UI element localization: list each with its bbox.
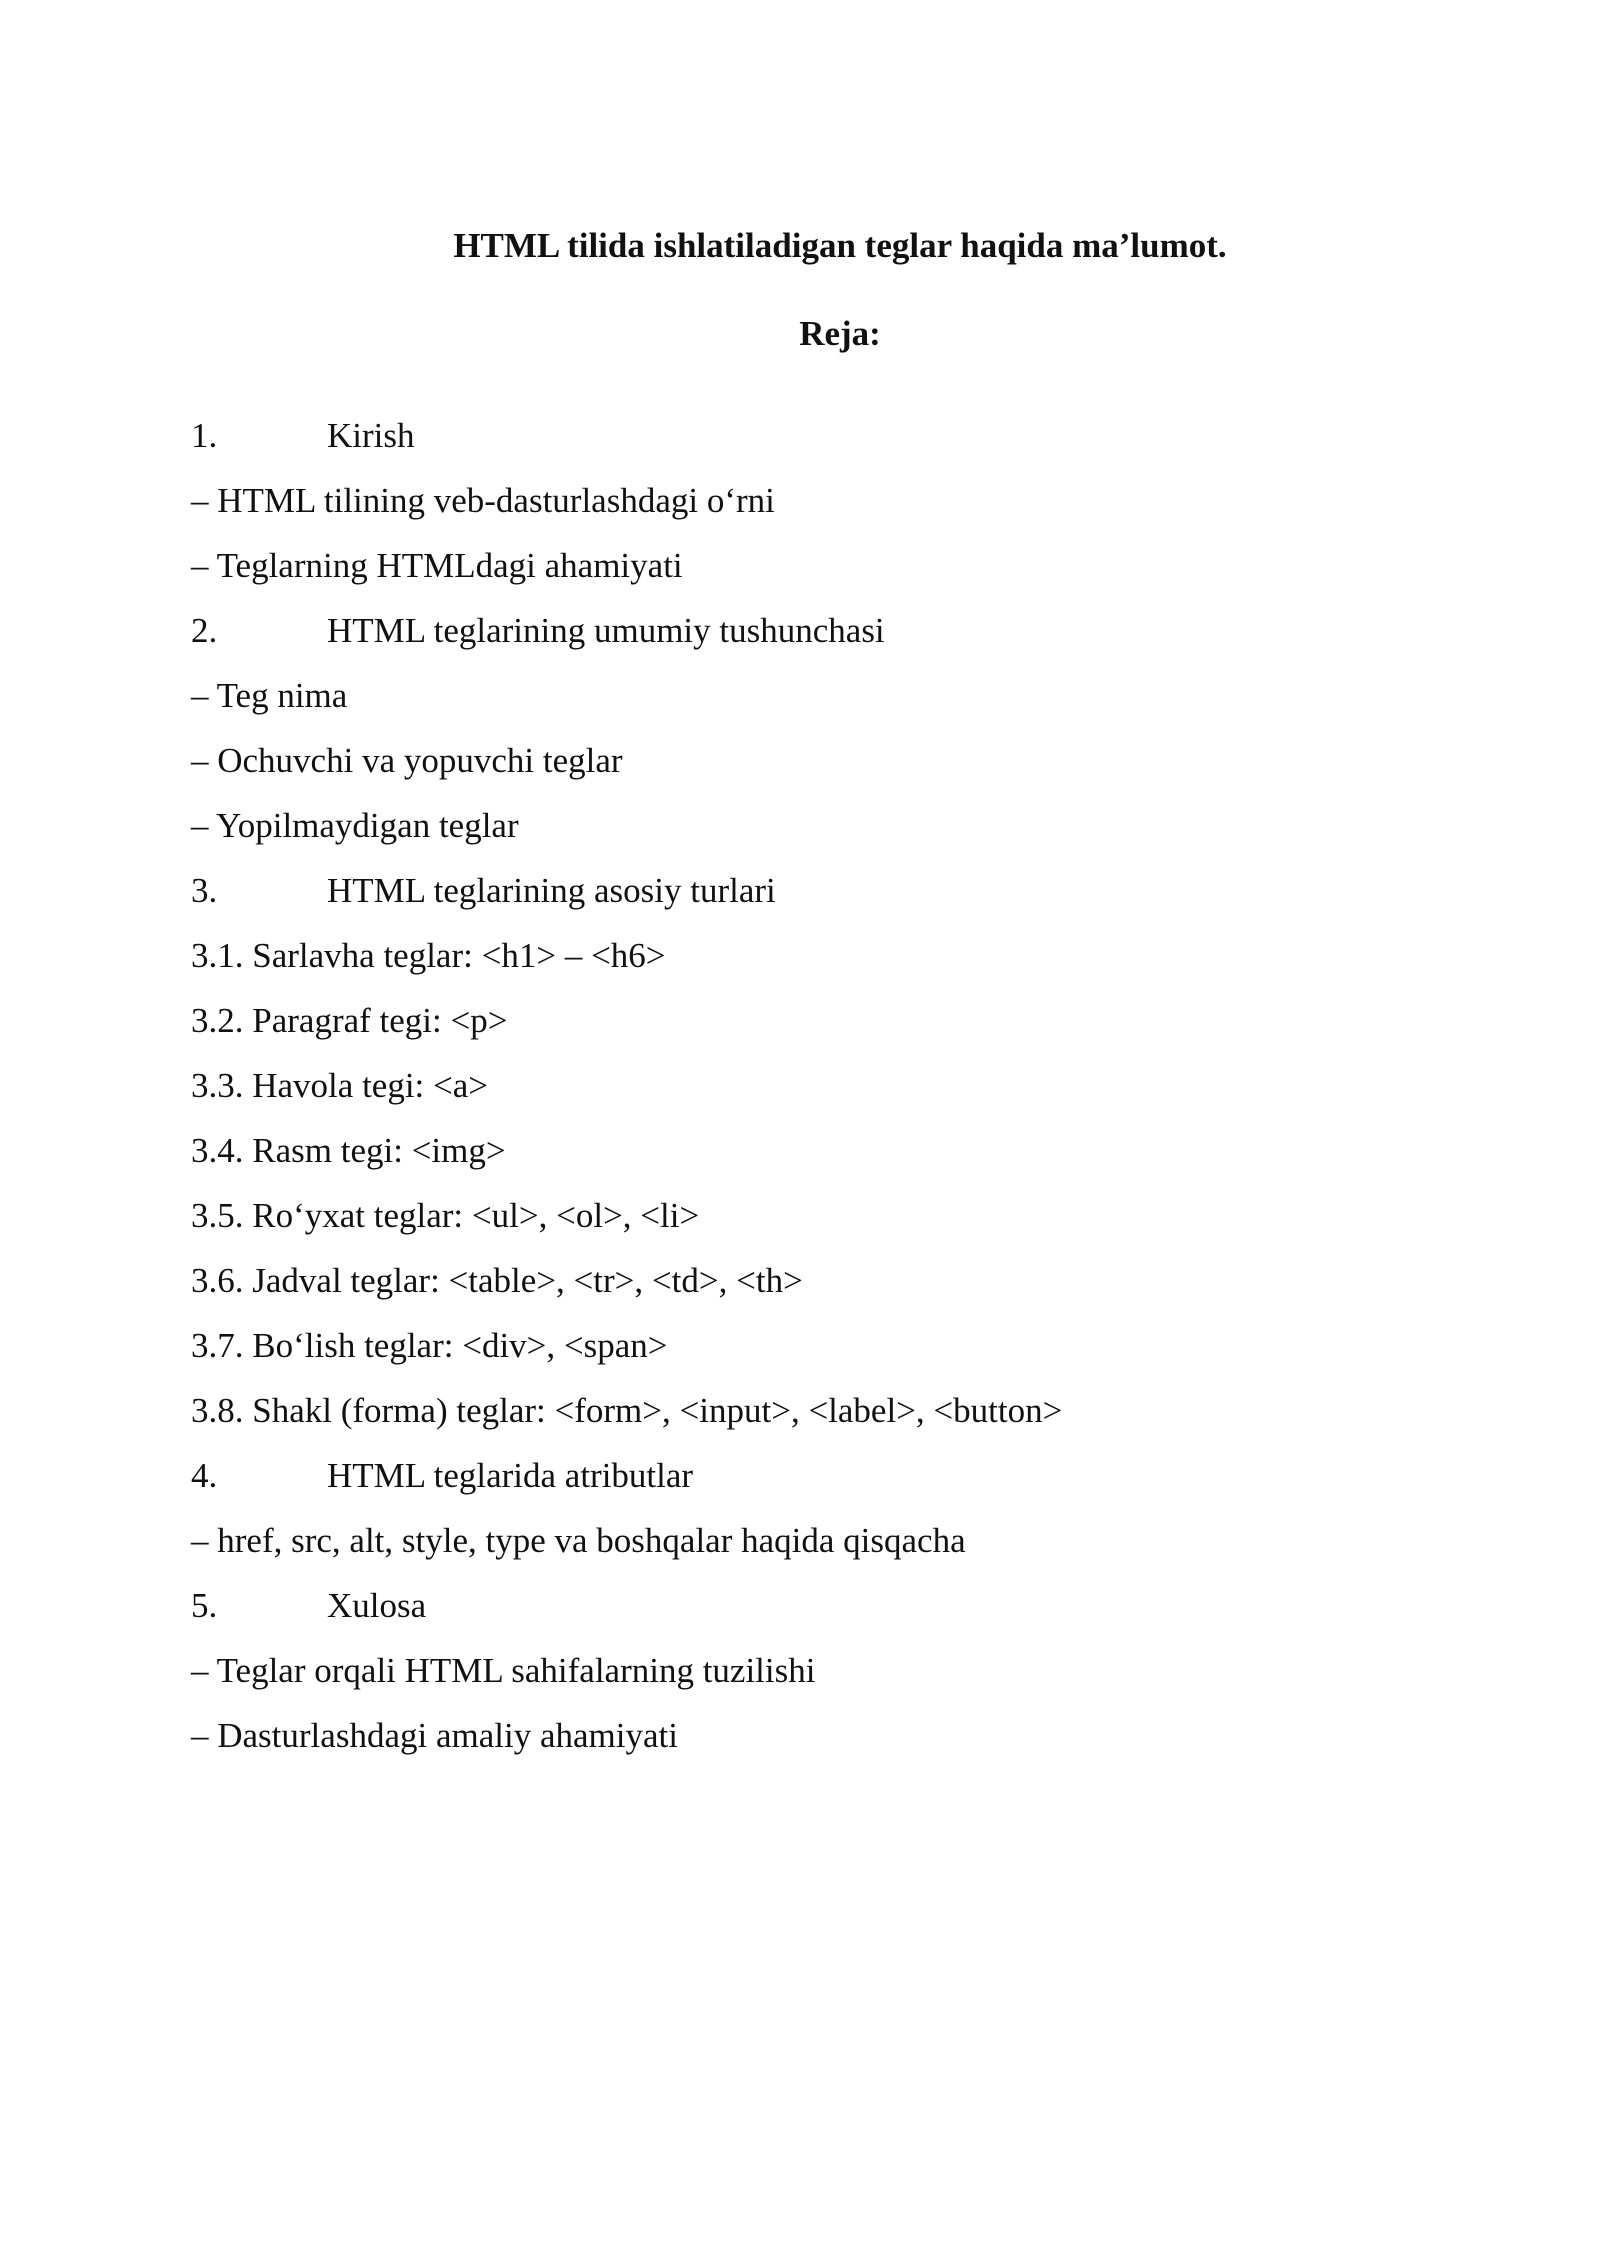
section-number: 3. <box>191 871 218 910</box>
plan-item: – HTML tilining veb-dasturlashdagi o‘rni <box>191 481 775 520</box>
plan-section-5 <box>191 1582 1491 1647</box>
section-title: HTML teglarida atributlar <box>327 1456 694 1495</box>
plan-item: – Teglar orqali HTML sahifalarning tuzilishi <box>191 1651 816 1690</box>
plan-subitem: 3.8. Shakl (forma) teglar: <form>, <input>, <label>, <button> <box>191 1391 1063 1430</box>
plan-subitem: 3.1. Sarlavha teglar: <h1> – <h6> <box>191 936 666 975</box>
plan-item: – Ochuvchi va yopuvchi teglar <box>191 741 623 780</box>
plan-subitem: 3.2. Paragraf tegi: <p> <box>191 1001 508 1040</box>
section-number: 4. <box>191 1456 218 1495</box>
plan-subitem: 3.7. Bo‘lish teglar: <div>, <span> <box>191 1326 668 1365</box>
plan-item: – Teg nima <box>191 676 348 715</box>
document-title: HTML tilida ishlatiladigan teglar haqida ma’lumot. <box>453 226 1227 265</box>
plan-subitem: 3.4. Rasm tegi: <img> <box>191 1131 506 1170</box>
plan-subitem: 3.5. Ro‘yxat teglar: <ul>, <ol>, <li> <box>191 1196 700 1235</box>
plan-heading: Reja: <box>799 314 881 353</box>
section-title: Kirish <box>327 416 415 455</box>
section-title: HTML teglarining umumiy tushunchasi <box>327 611 885 650</box>
section-number: 1. <box>191 416 218 455</box>
plan-section-3 <box>191 867 1491 932</box>
plan-item: – Dasturlashdagi amaliy ahamiyati <box>191 1716 678 1755</box>
plan-subitem: 3.6. Jadval teglar: <table>, <tr>, <td>, <th> <box>191 1261 803 1300</box>
plan-item: – href, src, alt, style, type va boshqalar haqida qisqacha <box>191 1521 966 1560</box>
section-title: HTML teglarining asosiy turlari <box>327 871 776 910</box>
plan-list <box>191 412 1491 1777</box>
plan-item: – Teglarning HTMLdagi ahamiyati <box>191 546 683 585</box>
plan-item: – Yopilmaydigan teglar <box>191 806 519 845</box>
plan-subitem: 3.3. Havola tegi: <a> <box>191 1066 489 1105</box>
section-number: 5. <box>191 1586 218 1625</box>
plan-section-2 <box>191 607 1491 672</box>
section-title: Xulosa <box>327 1586 427 1625</box>
plan-section-1 <box>191 412 1491 477</box>
section-number: 2. <box>191 611 218 650</box>
plan-section-4 <box>191 1452 1491 1517</box>
